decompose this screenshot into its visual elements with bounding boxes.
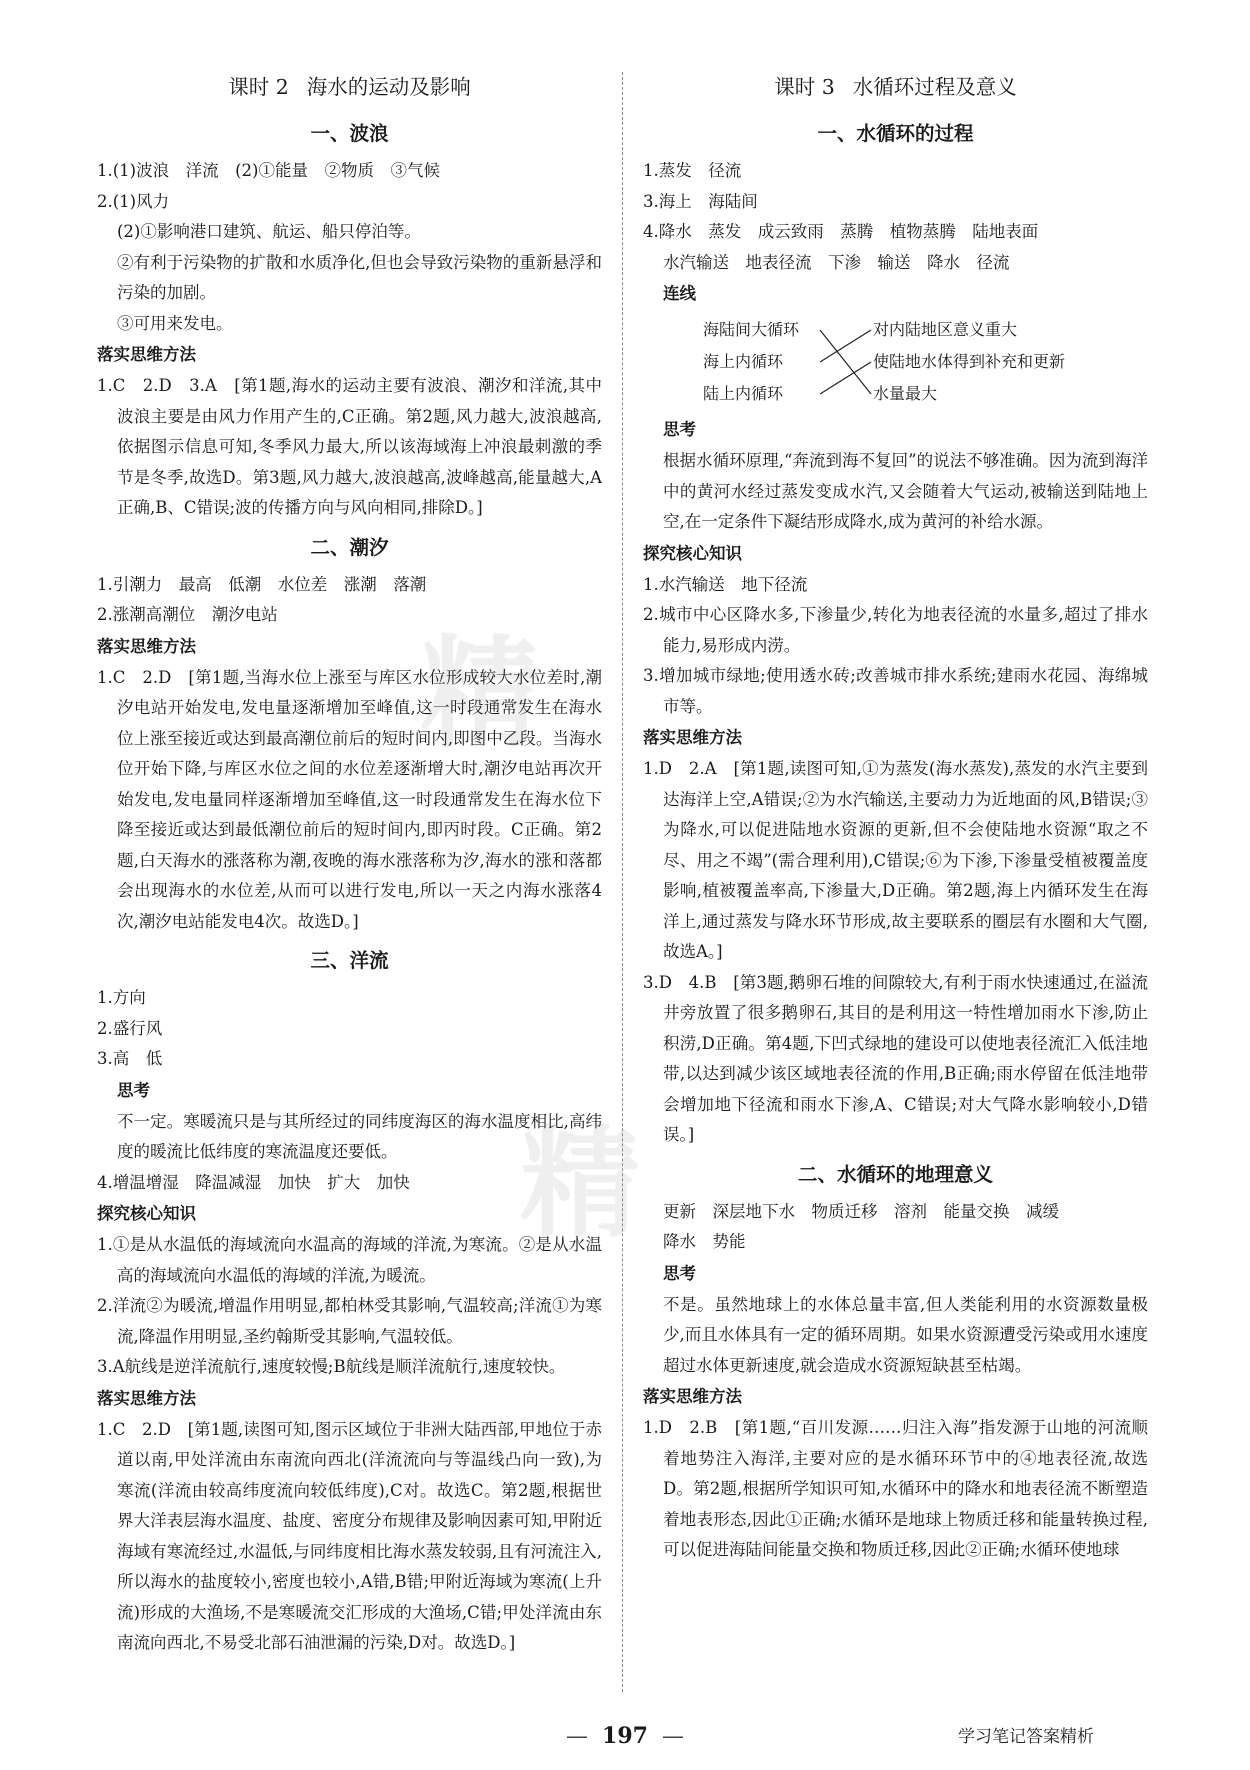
method-label: 落实思维方法: [643, 728, 742, 747]
explanation-paragraph: 3.D 4.B [第3题,鹅卵石堆的间隙较大,有利于雨水快速通过,在溢流井旁放置了很多鹅卵石,其目的是利用这一特性增加雨水下渗,防止积涝,D正确。第4题,下凹式绿地的建设可以使地表径流汇入低洼地带,以达到减少该区域地表径流的作用,B正确;雨水停留在低洼地带会增加地下径流和雨水下渗,A、C错误;对大气降水影响较小,D错误。]: [643, 972, 1148, 1144]
footer-tag: 学习笔记答案精析: [958, 1727, 1094, 1747]
lesson-number: 课时 2: [228, 75, 289, 99]
core-item: 1.水汽输送 地下径流: [643, 574, 808, 594]
answer-line: ②有利于污染物的扩散和水质净化,但也会导致污染物的重新悬浮和污染的加剧。: [117, 252, 602, 302]
answer-line: 1.引潮力 最高 低潮 水位差 涨潮 落潮: [97, 574, 427, 594]
section-tides-title: 二、潮汐: [310, 535, 389, 559]
match-left-item: 海上内循环: [703, 352, 784, 371]
core-item: 3.增加城市绿地;使用透水砖;改善城市排水系统;建雨水花园、海绵城市等。: [643, 666, 1148, 716]
answer-line: 1.蒸发 径流: [643, 161, 742, 180]
answer-line: 2.盛行风: [97, 1018, 163, 1038]
core-item: 1.①是从水温低的海域流向水温高的海域的洋流,为寒流。②是从水温高的海域流向水温低的海域的洋流,为暖流。: [97, 1235, 602, 1285]
method-label: 落实思维方法: [643, 1387, 742, 1406]
left-column: [97, 72, 602, 1659]
watermark: 精: [520, 1115, 646, 1254]
core-knowledge-label: 探究核心知识: [643, 543, 742, 563]
answer-line: 3.高 低: [97, 1049, 163, 1068]
column-divider: [622, 72, 623, 1692]
match-right-item: 水量最大: [873, 384, 938, 403]
core-knowledge-label: 探究核心知识: [97, 1204, 196, 1223]
think-paragraph: 不是。虽然地球上的水体总量丰富,但人类能利用的水资源数量极少,而且水体具有一定的循环周期。如果水资源遭受污染或用水速度超过水体更新速度,就会造成水资源短缺甚至枯竭。: [663, 1294, 1148, 1375]
think-label: 思考: [663, 1263, 696, 1283]
answer-line: (2)①影响港口建筑、航运、船只停泊等。: [117, 222, 421, 241]
match-line: [820, 330, 871, 362]
right-column: [643, 72, 1148, 1566]
lesson-name: 海水的运动及影响: [306, 75, 471, 99]
think-label: 思考: [117, 1080, 150, 1100]
answer-line: 2.涨潮高潮位 潮汐电站: [97, 605, 278, 624]
answer-line: 4.增温增湿 降温减湿 加快 扩大 加快: [97, 1172, 410, 1192]
match-line: [820, 362, 871, 394]
match-lines: [643, 312, 1148, 410]
dash: —: [566, 1724, 589, 1749]
method-label: 落实思维方法: [97, 636, 196, 656]
lesson-name: 水循环过程及意义: [852, 75, 1017, 99]
think-paragraph: 根据水循环原理,“奔流到海不复回”的说法不够准确。因为流到海洋中的黄河水经过蒸发变成水汽,又会随着大气运动,被输送到陆地上空,在一定条件下凝结形成降水,成为黄河的补给水源。: [663, 451, 1148, 531]
lesson-3-title: [643, 72, 1148, 102]
lesson-2-title: [97, 72, 602, 102]
answer-line: 1.方向: [97, 988, 146, 1007]
think-paragraph: 不一定。寒暖流只是与其所经过的同纬度海区的海水温度相比,高纬度的暖流比低纬度的寒流温度还要低。: [117, 1111, 602, 1161]
section-significance-title: 二、水循环的地理意义: [797, 1162, 993, 1186]
lesson-number: 课时 3: [774, 75, 835, 99]
dash: —: [661, 1724, 684, 1749]
link-label: 连线: [663, 284, 696, 303]
method-label: 落实思维方法: [97, 1388, 196, 1408]
explanation-paragraph: 1.C 2.D 3.A [第1题,海水的运动主要有波浪、潮汐和洋流,其中波浪主要是由风力作用产生的,C正确。第2题,风力越大,波浪越高,依据图示信息可知,冬季风力最大,所以该海域海上冲浪最刺激的季节是冬季,故选D。第3题,风力越大,波浪越高,波峰越高,能量越大,A正确,B、C错误;波的传播方向与风向相同,排除D。]: [97, 376, 602, 517]
answer-line: 1.(1)波浪 洋流 (2)①能量 ②物质 ③气候: [97, 161, 440, 180]
match-right-item: 对内陆地区意义重大: [873, 320, 1018, 339]
match-left-item: 海陆间大循环: [703, 320, 800, 339]
core-item: 3.A航线是逆洋流航行,速度较慢;B航线是顺洋流航行,速度较快。: [97, 1357, 566, 1376]
match-line: [820, 330, 871, 394]
match-right-item: 使陆地水体得到补充和更新: [873, 352, 1066, 371]
answer-line: ③可用来发电。: [117, 313, 233, 333]
answer-line: 降水 势能: [663, 1232, 746, 1251]
section-process-title: 一、水循环的过程: [817, 122, 974, 145]
matching-diagram: [643, 312, 1148, 410]
watermark: 精: [420, 625, 546, 764]
explanation-paragraph: 1.D 2.A [第1题,读图可知,①为蒸发(海水蒸发),蒸发的水汽主要到达海洋上空,A错误;②为水汽输送,主要动力为近地面的风,B错误;③为降水,可以促进陆地水资源的更新,但不会使陆地水资源“取之不尽、用之不竭”(需合理利用),C错误;⑥为下渗,下渗量受植被覆盖度影响,植被覆盖率高,下渗量大,D正确。第2题,海上内循环发生在海洋上,通过蒸发与降水环节形成,故主要联系的圈层有水圈和大气圈,故选A。]: [643, 759, 1148, 961]
section-waves-title: 一、波浪: [310, 122, 389, 145]
answer-line: 3.海上 海陆间: [643, 191, 758, 211]
page-number-value: 197: [602, 1723, 648, 1749]
core-item: 2.城市中心区降水多,下渗量少,转化为地表径流的水量多,超过了排水能力,易形成内涝。: [643, 605, 1148, 655]
think-label: 思考: [663, 420, 696, 439]
explanation-paragraph: 1.C 2.D [第1题,当海水位上涨至与库区水位形成较大水位差时,潮汐电站开始发电,发电量逐渐增加至峰值,这一时段通常发生在海水位上涨至接近或达到最高潮位前后的短时间内,即图中乙段。当海水位开始下降,与库区水位之间的水位差逐渐增大时,潮汐电站再次开始发电,发电量同样逐渐增加至峰值,这一时段通常发生在海水位下降至接近或达到最低潮位前后的短时间内,即丙时段。C正确。第2题,白天海水的涨落称为潮,夜晚的海水涨落称为汐,海水的涨和落都会出现海水的水位差,从而可以进行发电,所以一天之内海水涨落4次,潮汐电站能发电4次。故选D。]: [97, 667, 602, 931]
section-currents-title: 三、洋流: [310, 949, 389, 972]
match-left-item: 陆上内循环: [703, 384, 784, 403]
answer-line: 更新 深层地下水 物质迁移 溶剂 能量交换 减缓: [663, 1201, 1059, 1221]
answer-line: 水汽输送 地表径流 下渗 输送 降水 径流: [663, 252, 1010, 272]
method-label: 落实思维方法: [97, 345, 196, 364]
answer-line: 4.降水 蒸发 成云致雨 蒸腾 植物蒸腾 陆地表面: [643, 222, 1039, 241]
answer-line: 2.(1)风力: [97, 191, 170, 211]
core-item: 2.洋流②为暖流,增温作用明显,都柏林受其影响,气温较高;洋流①为寒流,降温作用明显,圣约翰斯受其影响,气温较低。: [97, 1296, 602, 1346]
explanation-paragraph: 1.C 2.D [第1题,读图可知,图示区域位于非洲大陆西部,甲地位于赤道以南,甲处洋流由东南流向西北(洋流流向与等温线凸向一致),为寒流(洋流由较高纬度流向较低纬度),C对。故选C。第2题,根据世界大洋表层海水温度、盐度、密度分布规律及影响因素可知,甲附近海域有寒流经过,水温低,与同纬度相比海水蒸发较弱,且有河流注入,所以海水的盐度较小,密度也较小,A错,B错;甲附近海域为寒流(上升流)形成的大渔场,不是寒暖流交汇形成的大渔场,C错;甲处洋流由东南流向西北,不易受北部石油泄漏的污染,D对。故选D。]: [97, 1419, 602, 1652]
explanation-paragraph: 1.D 2.B [第1题,“百川发源……归注入海”指发源于山地的河流顺着地势注入海洋,主要对应的是水循环环节中的④地表径流,故选D。第2题,根据所学知识可知,水循环中的降水和地表径流不断塑造着地表形态,因此①正确;水循环是地球上物质迁移和能量转换过程,可以促进海陆间能量交换和物质迁移,因此②正确;水循环使地球: [643, 1418, 1148, 1559]
